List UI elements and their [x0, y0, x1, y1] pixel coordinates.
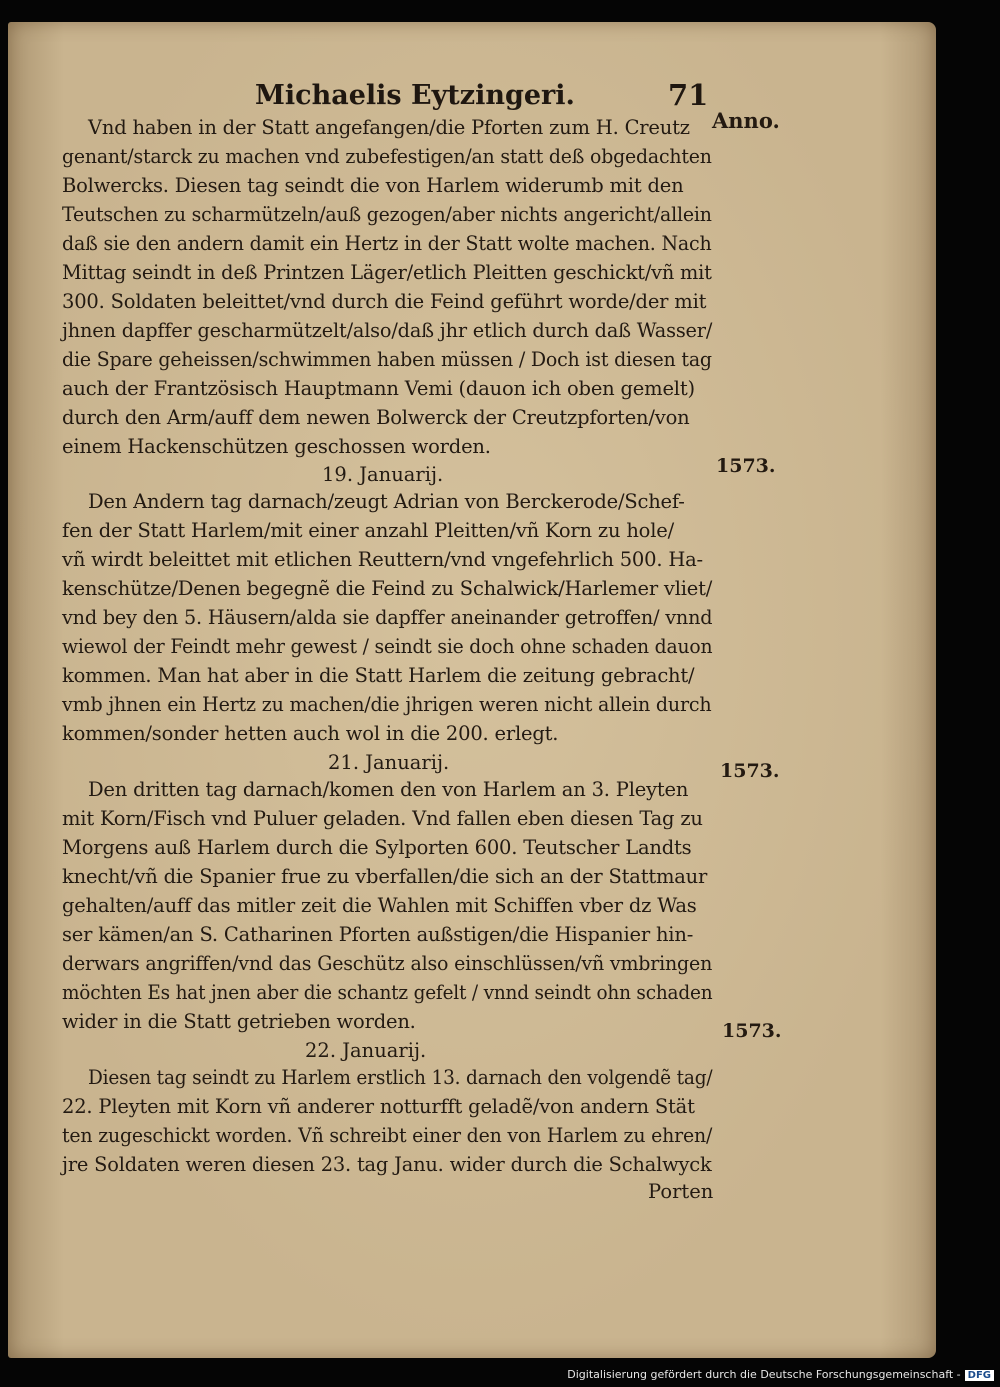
text-line: vmb jhnen ein Hertz zu machen/die jhrigen weren nicht allein durch: [62, 693, 712, 716]
text-line: vnd bey den 5. Häusern/alda sie dapffer aneinander getroffen/ vnnd: [62, 606, 713, 629]
text-line: durch den Arm/auff dem newen Bolwerck der Creutzpforten/von: [62, 406, 690, 429]
text-line: daß sie den andern damit ein Hertz in der Statt wolte machen. Nach: [62, 232, 712, 255]
digitization-credit: [567, 1368, 994, 1381]
text-line: kommen. Man hat aber in die Statt Harlem die zeitung gebracht/: [62, 664, 695, 687]
text-line: kommen/sonder hetten auch wol in die 200. erlegt.: [62, 722, 559, 745]
text-line: jhnen dapffer gescharmützelt/also/daß jhr etlich durch daß Wasser/: [62, 319, 713, 342]
text-line: Teutschen zu scharmützeln/auß gezogen/aber nichts angericht/allein: [62, 203, 712, 226]
date-heading-19-januarij: 19. Januarij.: [322, 463, 444, 486]
margin-year: 1573.: [716, 455, 776, 477]
text-line: derwars angriffen/vnd das Geschütz also einschlüssen/vñ vmbringen: [62, 952, 713, 975]
text-line: genant/starck zu machen vnd zubefestigen/an statt deß obgedachten: [62, 145, 712, 168]
text-line: Bolwercks. Diesen tag seindt die von Harlem widerumb mit den: [62, 174, 684, 197]
text-line: 22. Pleyten mit Korn vñ anderer notturfft geladẽ/von andern Stät: [62, 1095, 695, 1118]
text-line: möchten Es hat jnen aber die schantz gefelt / vnnd seindt ohn schaden: [62, 981, 713, 1004]
text-line: ser kämen/an S. Catharinen Pforten außstigen/die Hispanier hin-: [62, 923, 694, 946]
text-line: Vnd haben in der Statt angefangen/die Pforten zum H. Creutz: [88, 116, 690, 139]
text-line: die Spare geheissen/schwimmen haben müssen / Doch ist diesen tag: [62, 348, 712, 371]
date-heading-21-januarij: 21. Januarij.: [328, 751, 450, 774]
text-line: Mittag seindt in deß Printzen Läger/etlich Pleitten geschickt/vñ mit: [62, 261, 712, 284]
text-line: 300. Soldaten beleittet/vnd durch die Feind geführt worde/der mit: [62, 290, 707, 313]
text-line: einem Hackenschützen geschossen worden.: [62, 435, 491, 458]
text-line: wider in die Statt getrieben worden.: [62, 1010, 416, 1033]
text-line: vñ wirdt beleittet mit etlichen Reuttern/vnd vngefehrlich 500. Ha-: [62, 548, 703, 571]
text-line: kenschütze/Denen begegnẽ die Feind zu Schalwick/Harlemer vliet/: [62, 577, 713, 600]
text-line: auch der Frantzösisch Hauptmann Vemi (dauon ich oben gemelt): [62, 377, 695, 400]
page-number: 71: [668, 78, 709, 112]
margin-year: 1573.: [722, 1020, 782, 1042]
margin-label-anno: Anno.: [712, 108, 780, 133]
date-heading-22-januarij: 22. Januarij.: [305, 1039, 427, 1062]
text-line: mit Korn/Fisch vnd Puluer geladen. Vnd fallen eben diesen Tag zu: [62, 807, 703, 830]
text-line: fen der Statt Harlem/mit einer anzahl Pleitten/vñ Korn zu hole/: [62, 519, 674, 542]
margin-year: 1573.: [720, 760, 780, 782]
credit-text: Digitalisierung gefördert durch die Deutsche Forschungsgemeinschaft -: [567, 1368, 961, 1381]
text-line: jre Soldaten weren diesen 23. tag Janu. wider durch die Schalwyck: [62, 1153, 712, 1176]
text-line: knecht/vñ die Spanier frue zu vberfallen/die sich an der Stattmaur: [62, 865, 708, 888]
text-line: Diesen tag seindt zu Harlem erstlich 13. darnach den volgendẽ tag/: [88, 1066, 713, 1089]
text-line: ten zugeschickt worden. Vñ schreibt einer den von Harlem zu ehren/: [62, 1124, 713, 1147]
running-title: Michaelis Eytzingeri.: [255, 80, 575, 111]
text-line: wiewol der Feindt mehr gewest / seindt sie doch ohne schaden dauon: [62, 635, 713, 658]
catchword: Porten: [648, 1180, 714, 1203]
text-line: gehalten/auff das mitler zeit die Wahlen mit Schiffen vber dz Was: [62, 894, 697, 917]
text-line: Morgens auß Harlem durch die Sylporten 600. Teutscher Landts: [62, 836, 692, 859]
text-line: Den dritten tag darnach/komen den von Harlem an 3. Pleyten: [88, 778, 689, 801]
dfg-logo: DFG: [965, 1370, 994, 1381]
text-line: Den Andern tag darnach/zeugt Adrian von Berckerode/Schef-: [88, 490, 685, 513]
